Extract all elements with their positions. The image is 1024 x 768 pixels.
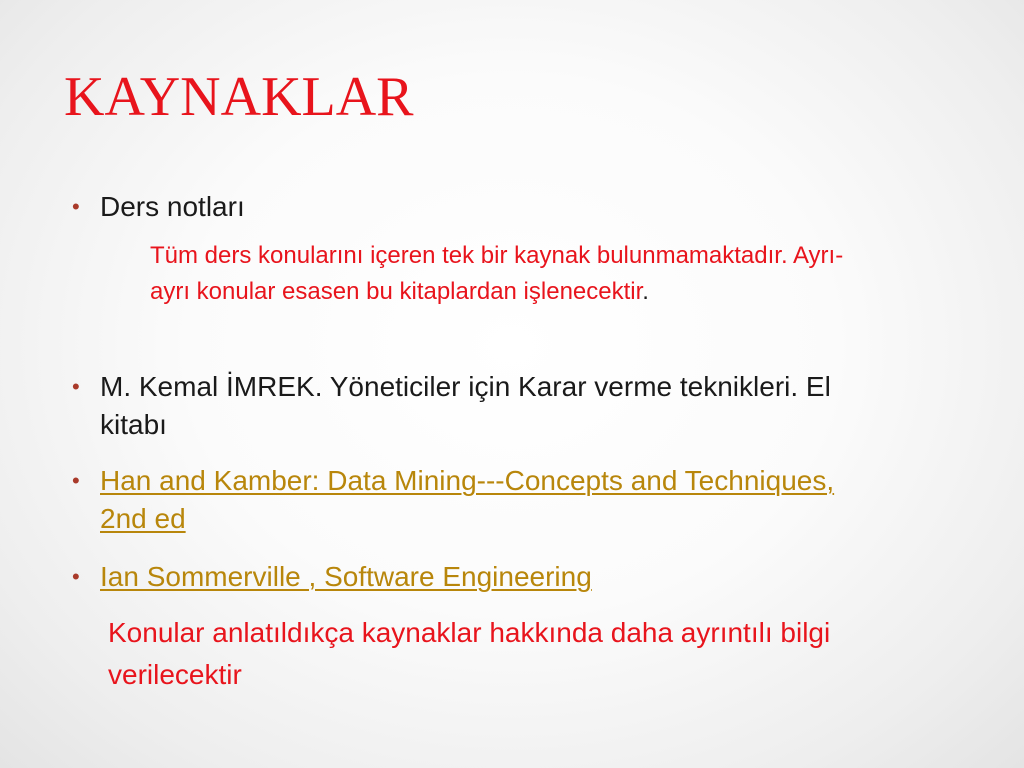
closing-note: Konular anlatıldıkça kaynaklar hakkında daha ayrıntılı bilgi verilecektir — [108, 617, 831, 690]
han-kamber-link[interactable]: Han and Kamber: Data Mining---Concepts and Techniques, 2nd ed — [100, 465, 835, 534]
sources-note — [150, 238, 870, 310]
bullet-icon: • — [72, 194, 80, 219]
bullet-icon: • — [72, 374, 80, 399]
sommerville-link[interactable]: Ian Sommerville , Software Engineering — [100, 561, 592, 592]
bullet-text-wrapper — [100, 558, 860, 596]
bullet-text: Ders notları — [100, 191, 245, 222]
bullet-icon: • — [72, 468, 80, 493]
slide-title: KAYNAKLAR — [64, 66, 414, 128]
sources-note-period: . — [642, 278, 649, 305]
bullet-text-wrapper — [100, 462, 860, 538]
bullet-text: M. Kemal İMREK. Yöneticiler için Karar verme teknikleri. El kitabı — [100, 371, 831, 440]
sources-note-text: Tüm ders konularını içeren tek bir kaynak bulunmamaktadır. Ayrı-ayrı konular esasen bu kitaplardan işlenecektir — [150, 242, 844, 305]
bullet-icon: • — [72, 564, 80, 589]
